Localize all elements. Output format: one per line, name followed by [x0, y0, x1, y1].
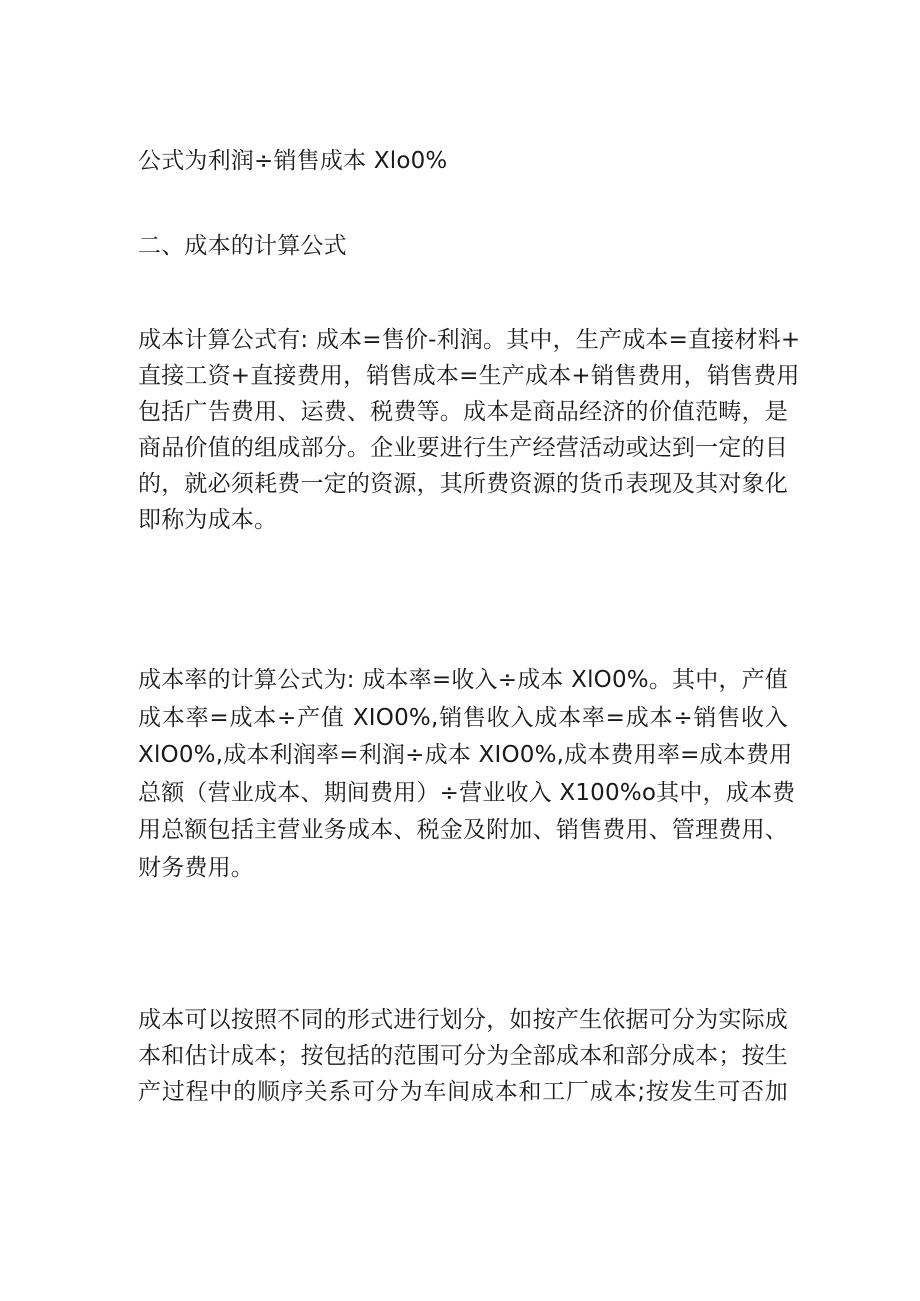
text-line: 商品价值的组成部分。企业要进行生产经营活动或达到一定的目 — [138, 435, 788, 461]
text-line: XlO0%,成本利润率=利润÷成本 XIO0%,成本费用率=成本费用 — [138, 742, 793, 768]
text-line: 即称为成本。 — [138, 507, 278, 533]
text-line: 成本可以按照不同的形式进行划分，如按产生依据可分为实际成 — [138, 1007, 788, 1033]
text-line: 直接工资+直接费用，销售成本=生产成本+销售费用，销售费用 — [138, 363, 800, 389]
text-line: 总额（营业成本、期间费用）÷营业收入 X100%o其中，成本费 — [138, 779, 796, 806]
section-heading — [138, 228, 788, 264]
text-line: 本和估计成本；按包括的范围可分为全部成本和部分成本；按生 — [138, 1043, 788, 1069]
formula-line — [138, 143, 788, 179]
text-line: 成本计算公式有: 成本=售价-利润。其中，生产成本=直接材料+ — [138, 327, 801, 353]
text-line: 财务费用。 — [138, 854, 254, 881]
text-line: 成本率=成本÷产值 XIO0%,销售收入成本率=成本÷销售收入 — [138, 704, 788, 731]
text-line: 包括广告费用、运费、税费等。成本是商品经济的价值范畴，是 — [138, 399, 788, 425]
cost-rate-paragraph — [138, 662, 796, 887]
text-line: 用总额包括主营业务成本、税金及附加、销售费用、管理费用、 — [138, 817, 788, 843]
cost-formula-paragraph — [138, 322, 801, 538]
text-line: 产过程中的顺序关系可分为车间成本和工厂成本;按发生可否加 — [138, 1079, 788, 1105]
text-line: 成本率的计算公式为: 成本率=收入÷成本 XlO0%。其中，产值 — [138, 667, 789, 693]
text-line: 的，就必须耗费一定的资源，其所费资源的货币表现及其对象化 — [138, 471, 788, 497]
text-line: 二、成本的计算公式 — [138, 233, 347, 259]
cost-classification-paragraph — [138, 1002, 788, 1110]
text-line: 公式为利润÷销售成本 Xlo0% — [138, 148, 448, 174]
